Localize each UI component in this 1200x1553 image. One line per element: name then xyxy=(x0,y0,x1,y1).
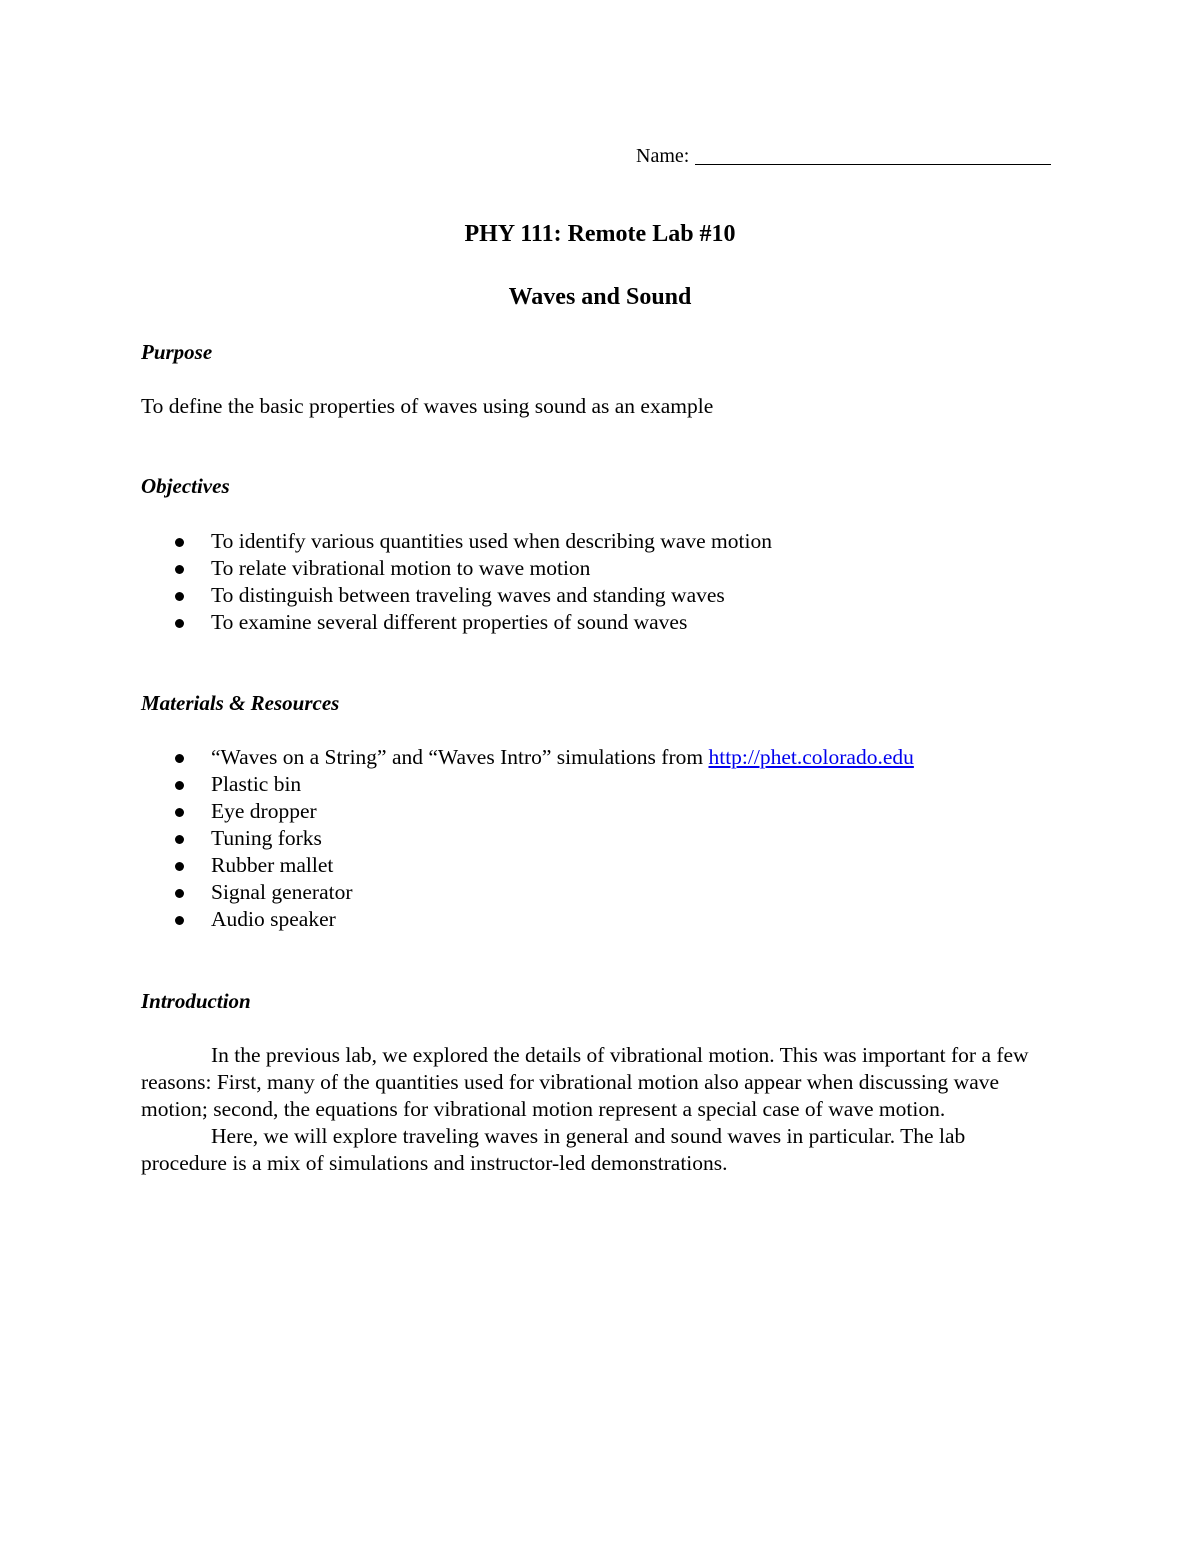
list-item: To identify various quantities used when describing wave motion xyxy=(141,528,1071,555)
phet-link[interactable]: http://phet.colorado.edu xyxy=(708,745,914,769)
name-field-row xyxy=(636,141,1051,169)
objectives-heading: Objectives xyxy=(141,474,230,498)
introduction-body xyxy=(141,1042,1056,1177)
document-subtitle: Waves and Sound xyxy=(508,284,692,310)
objectives-list xyxy=(141,528,1071,636)
list-item: Plastic bin xyxy=(141,771,1071,798)
simulations-text: “Waves on a String” and “Waves Intro” simulations from xyxy=(211,745,709,769)
materials-heading: Materials & Resources xyxy=(141,691,340,715)
list-item: To distinguish between traveling waves and standing waves xyxy=(141,582,1071,609)
purpose-text: To define the basic properties of waves using sound as an example xyxy=(141,394,714,418)
purpose-heading: Purpose xyxy=(141,340,213,364)
materials-list xyxy=(141,744,1071,933)
introduction-heading: Introduction xyxy=(141,989,251,1013)
list-item: To relate vibrational motion to wave motion xyxy=(141,555,1071,582)
list-item: Rubber mallet xyxy=(141,852,1071,879)
name-label: Name: xyxy=(636,145,690,167)
list-item: Audio speaker xyxy=(141,906,1071,933)
list-item: Signal generator xyxy=(141,879,1071,906)
introduction-paragraph: In the previous lab, we explored the details of vibrational motion. This was important for a few reasons: First, many of the quantities used for vibrational motion also appear when discussing wave motion; second, the equations for vibrational motion represent a special case of wave motion. xyxy=(141,1043,1029,1121)
document-title: PHY 111: Remote Lab #10 xyxy=(464,221,736,247)
list-item: Tuning forks xyxy=(141,825,1071,852)
list-item xyxy=(141,744,1071,771)
name-blank-line[interactable] xyxy=(695,144,1051,165)
list-item: Eye dropper xyxy=(141,798,1071,825)
introduction-paragraph: Here, we will explore traveling waves in general and sound waves in particular. The lab procedure is a mix of simulations and instructor-led demonstrations. xyxy=(141,1124,966,1175)
list-item: To examine several different properties of sound waves xyxy=(141,609,1071,636)
